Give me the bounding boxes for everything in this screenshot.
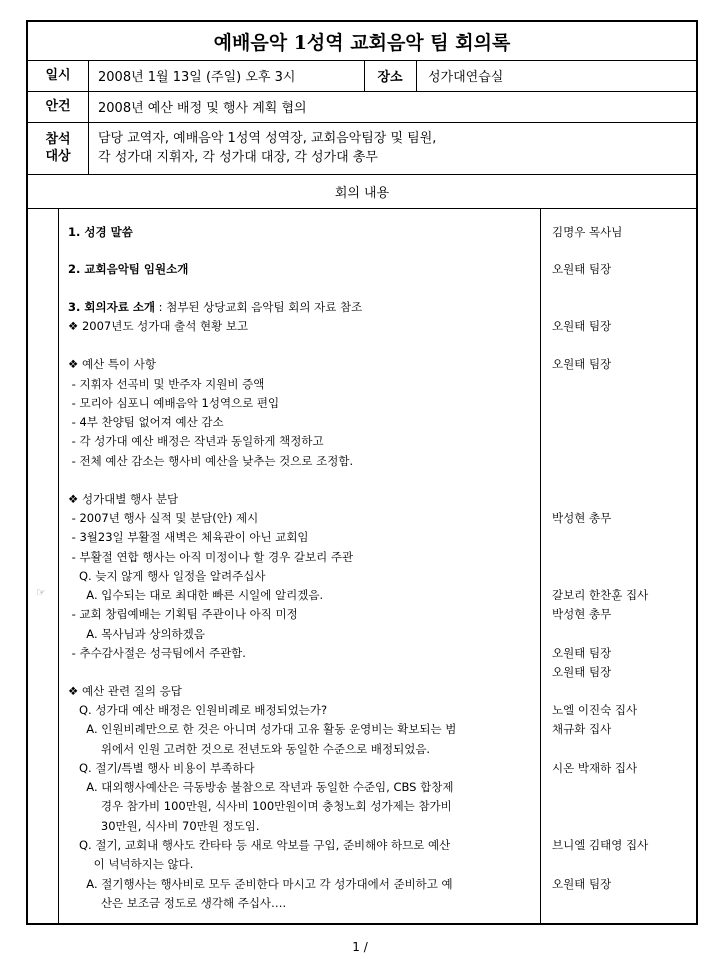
attendees-value	[98, 122, 436, 174]
content-line: Q. 절기/특별 행사 비용이 부족하다	[68, 761, 255, 775]
content-line: Q. 절기, 교회내 행사도 칸타타 등 새로 악보를 구입, 준비해야 하므로 예산	[68, 838, 451, 852]
responsible-person: 박성현 총무	[552, 511, 612, 525]
document-title: 예배음악 1성역 교회음악 팀 회의록	[28, 22, 696, 61]
section-heading: 회의 내용	[334, 185, 390, 201]
content-line: - 지휘자 선곡비 및 반주자 지원비 증액	[68, 377, 265, 391]
place-label: 장소	[377, 70, 403, 85]
content-line: ❖ 2007년도 성가대 출석 현황 보고	[68, 319, 249, 333]
content-line: A. 인원비례만으로 한 것은 아니며 성가대 고유 활동 운영비는 확보되는 범	[68, 722, 457, 736]
meeting-content	[28, 208, 696, 923]
responsible-person: 갈보리 한찬훈 집사	[552, 588, 649, 602]
responsible-person: 채규화 집사	[552, 722, 612, 736]
responsible-person: 오원태 팀장	[552, 319, 612, 333]
responsible-person: 오원태 팀장	[552, 665, 612, 679]
attendees-label	[28, 122, 89, 174]
content-line: Q. 성가대 예산 배정은 인원비례로 배정되었는가?	[68, 703, 328, 717]
content-line: - 부활절 연합 행사는 아직 미정이나 할 경우 갈보리 주관	[68, 550, 354, 564]
content-line-text: : 첨부된 상당교회 음악팀 회의 자료 참조	[155, 300, 363, 314]
content-line-heading: 3. 회의자료 소개	[68, 300, 156, 314]
content-line: - 추수감사절은 성극팀에서 주관함.	[68, 646, 246, 660]
responsible-person: 오원태 팀장	[552, 877, 612, 891]
responsible-person: 오원태 팀장	[552, 262, 612, 276]
responsible-person: 박성현 총무	[552, 607, 612, 621]
content-line: A. 목사님과 상의하겠음	[68, 627, 205, 641]
minutes-page	[26, 20, 698, 925]
content-line: ❖ 예산 특이 사항	[68, 357, 156, 371]
content-line: - 전체 예산 감소는 행사비 예산을 낮추는 것으로 조정함.	[68, 454, 354, 468]
agenda-row	[28, 91, 696, 123]
content-line: - 모리아 심포니 예배음악 1성역으로 편입	[68, 396, 280, 410]
content-line: 경우 참가비 100만원, 식사비 100만원이며 충청노회 성가제는 참가비	[68, 799, 452, 813]
responsible-person: 김명우 목사님	[552, 225, 623, 239]
responsible-person: 오원태 팀장	[552, 357, 612, 371]
content-line: 1. 성경 말씀	[68, 225, 133, 239]
section-heading-row	[28, 174, 696, 209]
page-number: 1 /	[352, 940, 368, 954]
content-line: A. 입수되는 대로 최대한 빠른 시일에 알리겠음.	[68, 588, 324, 602]
attendees-line-2: 각 성가대 지휘자, 각 성가대 대장, 각 성가대 총무	[98, 150, 378, 165]
attendees-row	[28, 122, 696, 175]
content-line: - 4부 찬양팀 없어져 예산 감소	[68, 415, 224, 429]
pointing-hand-icon: ☞	[36, 586, 46, 599]
content-line: 2. 교회음악팀 임원소개	[68, 262, 189, 276]
content-line: 30만원, 식사비 70만원 정도임.	[68, 819, 260, 833]
responsible-person: 브니엘 김태영 집사	[552, 838, 649, 852]
content-line: ❖ 성가대별 행사 분담	[68, 492, 179, 506]
responsible-person: 오원태 팀장	[552, 646, 612, 660]
responsible-person: 시온 박재하 집사	[552, 761, 638, 775]
place-value: 성가대연습실	[428, 70, 504, 85]
date-label: 일시	[28, 60, 89, 91]
content-line: 이 넉넉하지는 않다.	[68, 857, 194, 871]
attendees-label-line1: 참석	[45, 132, 71, 147]
content-line: A. 절기행사는 행사비로 모두 준비한다 마시고 각 성가대에서 준비하고 예	[68, 877, 453, 891]
content-line: - 2007년 행사 실적 및 분담(안) 제시	[68, 511, 259, 525]
content-line: - 3월23일 부활절 새벽은 체육관이 아닌 교회임	[68, 530, 309, 544]
responsible-person: 노엘 이진숙 집사	[552, 703, 638, 717]
content-line: - 각 성가대 예산 배정은 작년과 동일하게 책정하고	[68, 434, 324, 448]
content-line: ❖ 예산 관련 질의 응답	[68, 684, 182, 698]
attendees-line-1: 담당 교역자, 예배음악 1성역 성역장, 교회음악팀장 및 팀원,	[98, 131, 437, 146]
date-value: 2008년 1월 13일 (주일) 오후 3시	[98, 70, 296, 85]
content-line: Q. 늦지 않게 행사 일정을 알려주십사	[68, 569, 266, 583]
attendees-label-line2: 대상	[45, 149, 71, 164]
content-line: - 교회 창립예배는 기획팀 주관이나 아직 미정	[68, 607, 298, 621]
agenda-label: 안건	[28, 91, 89, 122]
agenda-value: 2008년 예산 배정 및 행사 계획 협의	[98, 101, 307, 116]
content-line: 산은 보조금 정도로 생각해 주십사….	[68, 896, 287, 910]
content-line	[68, 299, 362, 315]
content-line: 위에서 인원 고려한 것으로 전년도와 동일한 수준으로 배정되었음.	[68, 742, 431, 756]
content-line: A. 대외행사예산은 극동방송 불참으로 작년과 동일한 수준임, CBS 합창제	[68, 780, 454, 794]
date-row	[28, 60, 696, 92]
